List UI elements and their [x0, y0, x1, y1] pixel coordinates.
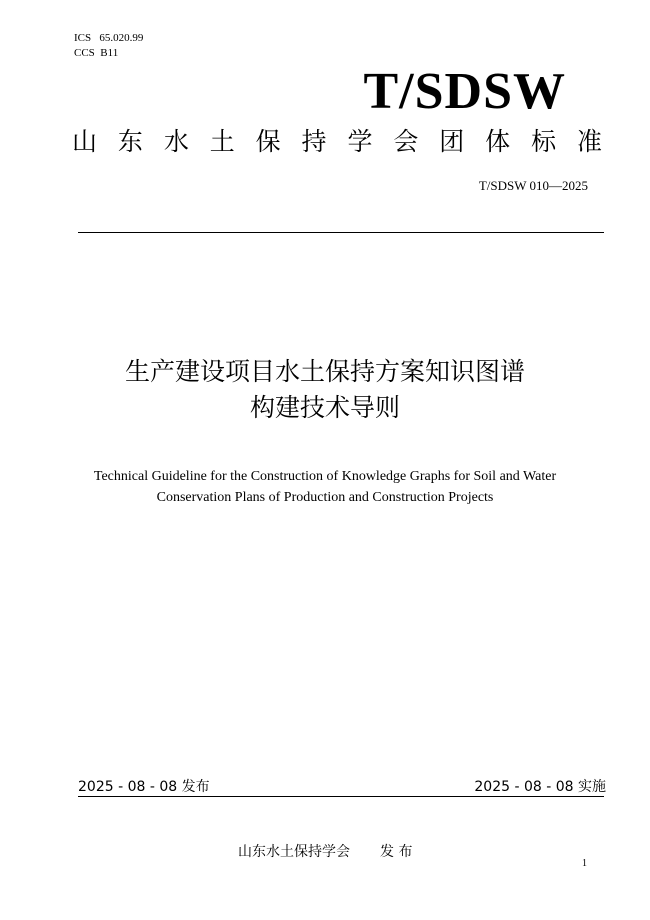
- standard-code-logo: T/SDSW: [363, 63, 566, 120]
- top-divider: [78, 232, 604, 233]
- bottom-divider: [78, 796, 604, 797]
- english-title-line-1: Technical Guideline for the Construction of Knowledge Graphs for Soil and Water: [93, 469, 557, 484]
- chinese-title-line-1: 生产建设项目水土保持方案知识图谱: [124, 357, 525, 386]
- ccs-code: CCS B11: [74, 47, 119, 59]
- ics-code: ICS 65.020.99: [74, 32, 144, 44]
- banner-char: 东: [117, 127, 143, 156]
- banner-char: 保: [255, 127, 281, 156]
- banner-char: 团: [439, 127, 465, 156]
- banner-char: 山: [72, 127, 98, 156]
- banner-char: 准: [576, 127, 602, 156]
- banner-char: 会: [393, 127, 419, 156]
- publisher-action: 发 布: [380, 844, 413, 860]
- chinese-title: [0, 354, 650, 426]
- banner-char: 标: [531, 127, 557, 156]
- standard-number: T/SDSW 010—2025: [478, 178, 588, 193]
- english-title: [60, 466, 590, 508]
- chinese-title-line-2: 构建技术导则: [249, 393, 400, 422]
- english-title-line-2: Conservation Plans of Production and Construction Projects: [156, 490, 494, 505]
- classification-codes: [74, 31, 143, 61]
- banner-char: 体: [485, 127, 511, 156]
- issue-date: 2025 - 08 - 08 发布: [78, 779, 210, 795]
- banner-char: 持: [301, 127, 327, 156]
- publisher-name: 山东水土保持学会: [238, 844, 350, 860]
- implementation-date: 2025 - 08 - 08 实施: [474, 779, 606, 795]
- banner-char: 水: [163, 127, 189, 156]
- banner-char: 学: [347, 127, 373, 156]
- publisher-line: [238, 841, 412, 861]
- organization-banner: [72, 127, 602, 157]
- banner-char: 土: [209, 127, 235, 156]
- page-number: 1: [582, 858, 587, 869]
